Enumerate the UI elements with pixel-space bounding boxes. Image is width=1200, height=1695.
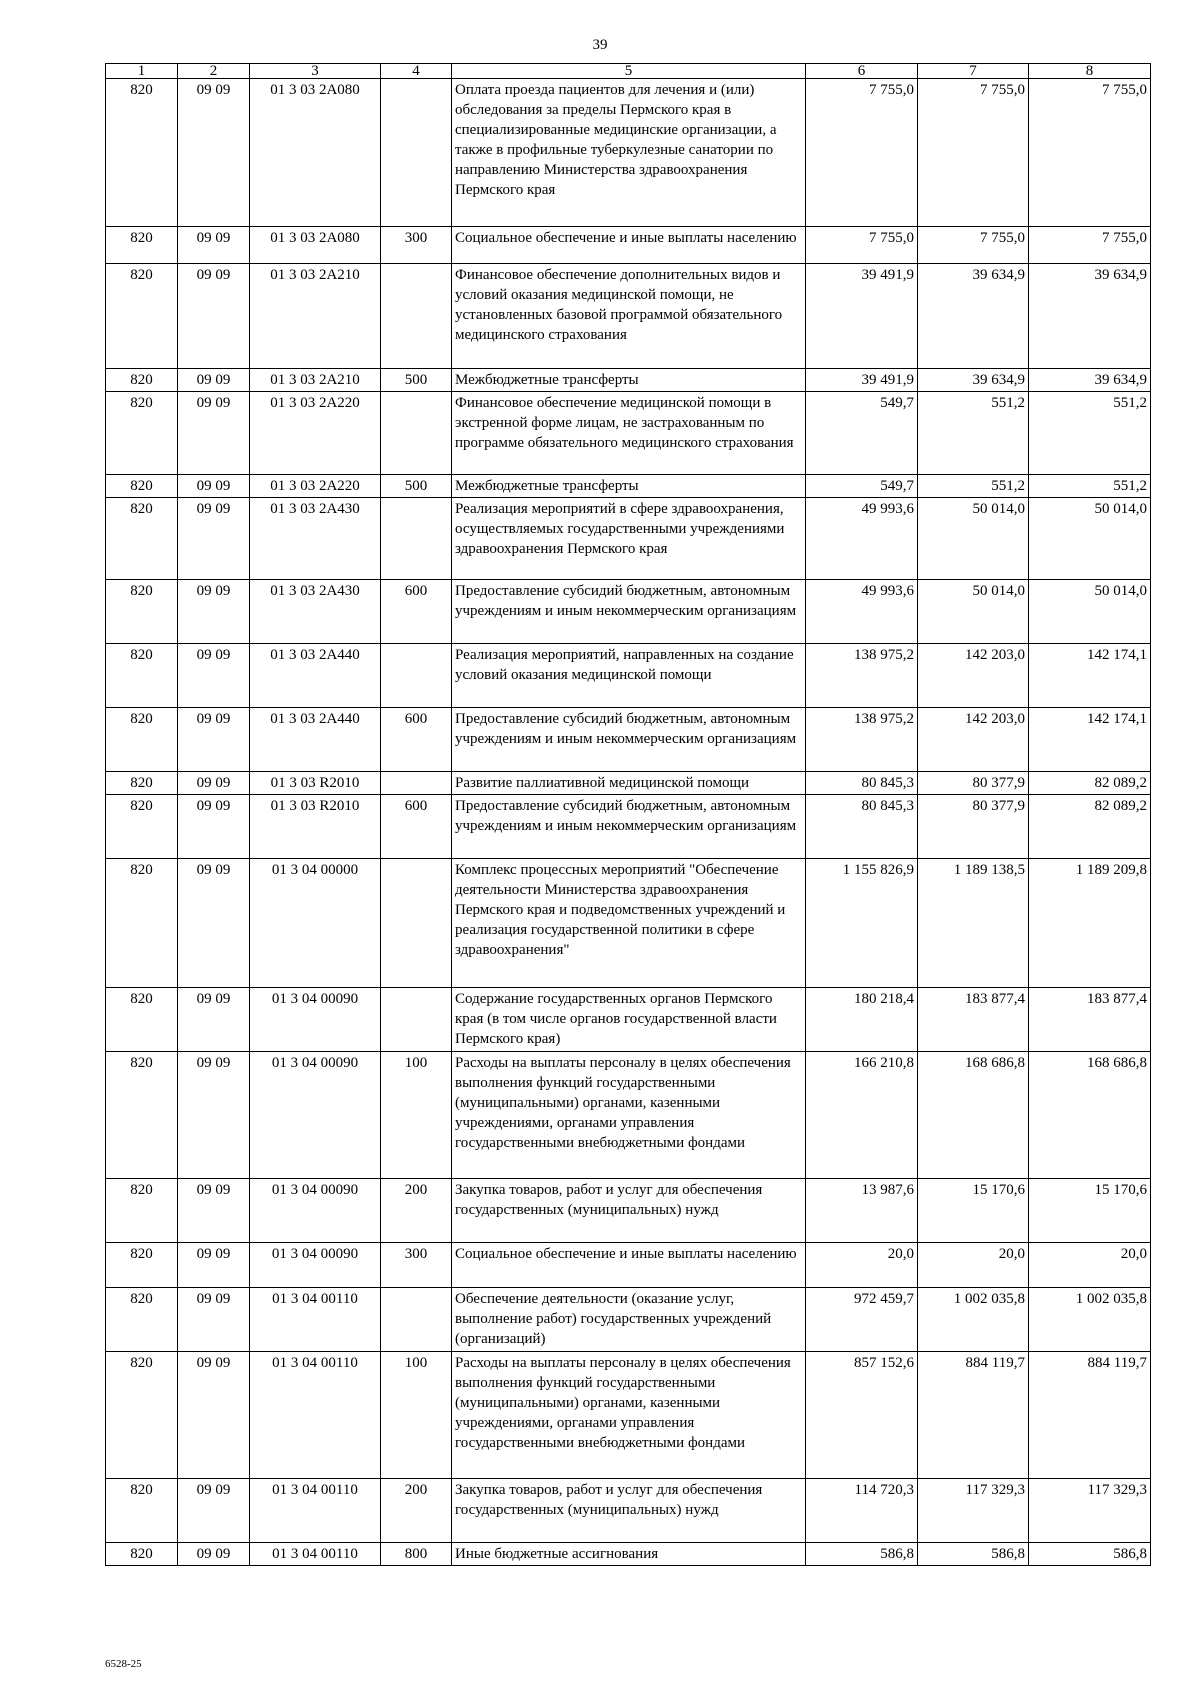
section-code: 09 09 (178, 988, 250, 1052)
expense-description: Финансовое обеспечение медицинской помощи в экстренной форме лицам, не застрахованным по программе обязательного медицинского страхования (452, 392, 806, 475)
amount-year-2: 39 634,9 (918, 369, 1029, 392)
amount-year-3: 551,2 (1029, 475, 1151, 498)
ministry-code: 820 (106, 708, 178, 772)
column-header: 7 (918, 64, 1029, 79)
expense-description: Иные бюджетные ассигнования (452, 1543, 806, 1566)
ministry-code: 820 (106, 475, 178, 498)
expense-description: Финансовое обеспечение дополнительных видов и условий оказания медицинской помощи, не установленных базовой программой обязательного медицинского страхования (452, 264, 806, 369)
amount-year-2: 884 119,7 (918, 1352, 1029, 1479)
table-row (106, 79, 1151, 227)
amount-year-3: 168 686,8 (1029, 1052, 1151, 1179)
table-row (106, 1288, 1151, 1352)
section-code: 09 09 (178, 1352, 250, 1479)
target-article-code: 01 3 03 2А220 (250, 475, 381, 498)
column-header: 1 (106, 64, 178, 79)
expense-type-code: 200 (381, 1479, 452, 1543)
amount-year-2: 80 377,9 (918, 795, 1029, 859)
amount-year-1: 13 987,6 (806, 1179, 918, 1243)
expense-type-code (381, 772, 452, 795)
amount-year-3: 20,0 (1029, 1243, 1151, 1288)
expense-description: Обеспечение деятельности (оказание услуг, выполнение работ) государственных учреждений (организаций) (452, 1288, 806, 1352)
ministry-code: 820 (106, 79, 178, 227)
ministry-code: 820 (106, 795, 178, 859)
ministry-code: 820 (106, 1479, 178, 1543)
amount-year-2: 7 755,0 (918, 79, 1029, 227)
section-code: 09 09 (178, 498, 250, 580)
amount-year-3: 183 877,4 (1029, 988, 1151, 1052)
ministry-code: 820 (106, 988, 178, 1052)
expense-description: Расходы на выплаты персоналу в целях обеспечения выполнения функций государственными (муниципальными) органами, казенными учреждениями, органами управления государственными внебюджетными фондами (452, 1352, 806, 1479)
expense-description: Реализация мероприятий в сфере здравоохранения, осуществляемых государственными учреждениями здравоохранения Пермского края (452, 498, 806, 580)
target-article-code: 01 3 03 2А220 (250, 392, 381, 475)
table-row (106, 988, 1151, 1052)
table-row (106, 580, 1151, 644)
section-code: 09 09 (178, 772, 250, 795)
amount-year-1: 49 993,6 (806, 580, 918, 644)
amount-year-2: 80 377,9 (918, 772, 1029, 795)
table-row (106, 498, 1151, 580)
table-row (106, 369, 1151, 392)
column-number-row (106, 64, 1151, 79)
amount-year-2: 50 014,0 (918, 498, 1029, 580)
expense-type-code (381, 859, 452, 988)
section-code: 09 09 (178, 264, 250, 369)
target-article-code: 01 3 03 2А080 (250, 79, 381, 227)
amount-year-1: 857 152,6 (806, 1352, 918, 1479)
expense-type-code (381, 264, 452, 369)
amount-year-2: 142 203,0 (918, 644, 1029, 708)
table-row (106, 1179, 1151, 1243)
amount-year-1: 80 845,3 (806, 795, 918, 859)
amount-year-1: 114 720,3 (806, 1479, 918, 1543)
table-row (106, 1479, 1151, 1543)
target-article-code: 01 3 03 2А210 (250, 369, 381, 392)
expense-type-code (381, 392, 452, 475)
amount-year-1: 166 210,8 (806, 1052, 918, 1179)
target-article-code: 01 3 04 00090 (250, 1243, 381, 1288)
column-header: 5 (452, 64, 806, 79)
section-code: 09 09 (178, 859, 250, 988)
expense-description: Межбюджетные трансферты (452, 475, 806, 498)
amount-year-3: 7 755,0 (1029, 227, 1151, 264)
ministry-code: 820 (106, 369, 178, 392)
amount-year-3: 39 634,9 (1029, 369, 1151, 392)
section-code: 09 09 (178, 1179, 250, 1243)
table-row (106, 772, 1151, 795)
table-row (106, 1052, 1151, 1179)
expense-type-code: 500 (381, 369, 452, 392)
ministry-code: 820 (106, 392, 178, 475)
column-header: 3 (250, 64, 381, 79)
amount-year-2: 7 755,0 (918, 227, 1029, 264)
column-header: 4 (381, 64, 452, 79)
ministry-code: 820 (106, 1352, 178, 1479)
amount-year-2: 168 686,8 (918, 1052, 1029, 1179)
section-code: 09 09 (178, 708, 250, 772)
column-header: 2 (178, 64, 250, 79)
expense-description: Закупка товаров, работ и услуг для обеспечения государственных (муниципальных) нужд (452, 1179, 806, 1243)
amount-year-1: 39 491,9 (806, 369, 918, 392)
section-code: 09 09 (178, 1052, 250, 1179)
expense-type-code (381, 79, 452, 227)
table-row (106, 859, 1151, 988)
table-row (106, 227, 1151, 264)
expense-description: Социальное обеспечение и иные выплаты населению (452, 1243, 806, 1288)
ministry-code: 820 (106, 264, 178, 369)
amount-year-1: 586,8 (806, 1543, 918, 1566)
expense-type-code (381, 988, 452, 1052)
amount-year-3: 884 119,7 (1029, 1352, 1151, 1479)
amount-year-3: 117 329,3 (1029, 1479, 1151, 1543)
amount-year-1: 549,7 (806, 475, 918, 498)
target-article-code: 01 3 04 00000 (250, 859, 381, 988)
table-row (106, 708, 1151, 772)
budget-table (105, 63, 1151, 1566)
expense-type-code: 500 (381, 475, 452, 498)
ministry-code: 820 (106, 644, 178, 708)
section-code: 09 09 (178, 227, 250, 264)
amount-year-3: 1 189 209,8 (1029, 859, 1151, 988)
expense-type-code (381, 644, 452, 708)
amount-year-1: 7 755,0 (806, 227, 918, 264)
section-code: 09 09 (178, 1543, 250, 1566)
amount-year-1: 972 459,7 (806, 1288, 918, 1352)
table-row (106, 392, 1151, 475)
target-article-code: 01 3 03 R2010 (250, 772, 381, 795)
section-code: 09 09 (178, 392, 250, 475)
target-article-code: 01 3 04 00090 (250, 1052, 381, 1179)
ministry-code: 820 (106, 1243, 178, 1288)
amount-year-2: 117 329,3 (918, 1479, 1029, 1543)
target-article-code: 01 3 04 00110 (250, 1479, 381, 1543)
target-article-code: 01 3 04 00110 (250, 1352, 381, 1479)
amount-year-2: 15 170,6 (918, 1179, 1029, 1243)
column-header: 6 (806, 64, 918, 79)
table-row (106, 1352, 1151, 1479)
amount-year-2: 50 014,0 (918, 580, 1029, 644)
target-article-code: 01 3 04 00110 (250, 1543, 381, 1566)
amount-year-2: 39 634,9 (918, 264, 1029, 369)
target-article-code: 01 3 03 2А430 (250, 498, 381, 580)
page-number: 39 (592, 37, 608, 53)
amount-year-2: 183 877,4 (918, 988, 1029, 1052)
section-code: 09 09 (178, 475, 250, 498)
section-code: 09 09 (178, 644, 250, 708)
expense-type-code (381, 1288, 452, 1352)
amount-year-3: 1 002 035,8 (1029, 1288, 1151, 1352)
ministry-code: 820 (106, 772, 178, 795)
amount-year-3: 142 174,1 (1029, 708, 1151, 772)
amount-year-2: 551,2 (918, 392, 1029, 475)
amount-year-1: 138 975,2 (806, 644, 918, 708)
section-code: 09 09 (178, 369, 250, 392)
expense-type-code: 100 (381, 1352, 452, 1479)
target-article-code: 01 3 04 00090 (250, 1179, 381, 1243)
amount-year-1: 80 845,3 (806, 772, 918, 795)
amount-year-1: 549,7 (806, 392, 918, 475)
amount-year-3: 7 755,0 (1029, 79, 1151, 227)
amount-year-1: 7 755,0 (806, 79, 918, 227)
amount-year-1: 39 491,9 (806, 264, 918, 369)
amount-year-1: 1 155 826,9 (806, 859, 918, 988)
target-article-code: 01 3 03 2А080 (250, 227, 381, 264)
ministry-code: 820 (106, 227, 178, 264)
ministry-code: 820 (106, 1179, 178, 1243)
amount-year-3: 551,2 (1029, 392, 1151, 475)
amount-year-3: 82 089,2 (1029, 772, 1151, 795)
expense-type-code: 300 (381, 227, 452, 264)
target-article-code: 01 3 03 2А210 (250, 264, 381, 369)
target-article-code: 01 3 03 2А440 (250, 708, 381, 772)
document-code: 6528-25 (105, 1658, 142, 1670)
amount-year-3: 142 174,1 (1029, 644, 1151, 708)
amount-year-1: 49 993,6 (806, 498, 918, 580)
expense-type-code: 600 (381, 580, 452, 644)
amount-year-3: 50 014,0 (1029, 580, 1151, 644)
ministry-code: 820 (106, 580, 178, 644)
expense-type-code: 600 (381, 708, 452, 772)
ministry-code: 820 (106, 859, 178, 988)
amount-year-1: 20,0 (806, 1243, 918, 1288)
expense-type-code: 100 (381, 1052, 452, 1179)
amount-year-1: 138 975,2 (806, 708, 918, 772)
section-code: 09 09 (178, 1243, 250, 1288)
section-code: 09 09 (178, 1479, 250, 1543)
target-article-code: 01 3 03 R2010 (250, 795, 381, 859)
table-row (106, 264, 1151, 369)
expense-description: Оплата проезда пациентов для лечения и (или) обследования за пределы Пермского края в специализированные медицинские организации, а также в профильные туберкулезные санатории по направлению Министерства здравоохранения Пермского края (452, 79, 806, 227)
expense-type-code: 300 (381, 1243, 452, 1288)
expense-type-code: 600 (381, 795, 452, 859)
expense-description: Комплекс процессных мероприятий "Обеспечение деятельности Министерства здравоохранения Пермского края и подведомственных учреждений и реализация государственной политики в сфере здравоохранения" (452, 859, 806, 988)
amount-year-1: 180 218,4 (806, 988, 918, 1052)
expense-description: Реализация мероприятий, направленных на создание условий оказания медицинской помощи (452, 644, 806, 708)
target-article-code: 01 3 04 00110 (250, 1288, 381, 1352)
ministry-code: 820 (106, 1288, 178, 1352)
expense-description: Предоставление субсидий бюджетным, автономным учреждениям и иным некоммерческим организациям (452, 795, 806, 859)
amount-year-3: 15 170,6 (1029, 1179, 1151, 1243)
amount-year-3: 50 014,0 (1029, 498, 1151, 580)
target-article-code: 01 3 03 2А430 (250, 580, 381, 644)
section-code: 09 09 (178, 1288, 250, 1352)
table-row (106, 795, 1151, 859)
amount-year-2: 142 203,0 (918, 708, 1029, 772)
ministry-code: 820 (106, 1543, 178, 1566)
table-row (106, 1543, 1151, 1566)
expense-description: Закупка товаров, работ и услуг для обеспечения государственных (муниципальных) нужд (452, 1479, 806, 1543)
ministry-code: 820 (106, 498, 178, 580)
amount-year-3: 82 089,2 (1029, 795, 1151, 859)
amount-year-2: 586,8 (918, 1543, 1029, 1566)
expense-description: Развитие паллиативной медицинской помощи (452, 772, 806, 795)
amount-year-3: 586,8 (1029, 1543, 1151, 1566)
amount-year-2: 20,0 (918, 1243, 1029, 1288)
expense-description: Социальное обеспечение и иные выплаты населению (452, 227, 806, 264)
amount-year-3: 39 634,9 (1029, 264, 1151, 369)
table-row (106, 1243, 1151, 1288)
table-row (106, 475, 1151, 498)
expense-description: Предоставление субсидий бюджетным, автономным учреждениям и иным некоммерческим организациям (452, 708, 806, 772)
expense-type-code: 800 (381, 1543, 452, 1566)
expense-type-code (381, 498, 452, 580)
amount-year-2: 1 189 138,5 (918, 859, 1029, 988)
table-row (106, 644, 1151, 708)
section-code: 09 09 (178, 79, 250, 227)
expense-description: Предоставление субсидий бюджетным, автономным учреждениям и иным некоммерческим организациям (452, 580, 806, 644)
section-code: 09 09 (178, 795, 250, 859)
section-code: 09 09 (178, 580, 250, 644)
amount-year-2: 1 002 035,8 (918, 1288, 1029, 1352)
amount-year-2: 551,2 (918, 475, 1029, 498)
expense-description: Содержание государственных органов Пермского края (в том числе органов государственной власти Пермского края) (452, 988, 806, 1052)
target-article-code: 01 3 04 00090 (250, 988, 381, 1052)
ministry-code: 820 (106, 1052, 178, 1179)
expense-type-code: 200 (381, 1179, 452, 1243)
expense-description: Расходы на выплаты персоналу в целях обеспечения выполнения функций государственными (муниципальными) органами, казенными учреждениями, органами управления государственными внебюджетными фондами (452, 1052, 806, 1179)
target-article-code: 01 3 03 2А440 (250, 644, 381, 708)
expense-description: Межбюджетные трансферты (452, 369, 806, 392)
column-header: 8 (1029, 64, 1151, 79)
